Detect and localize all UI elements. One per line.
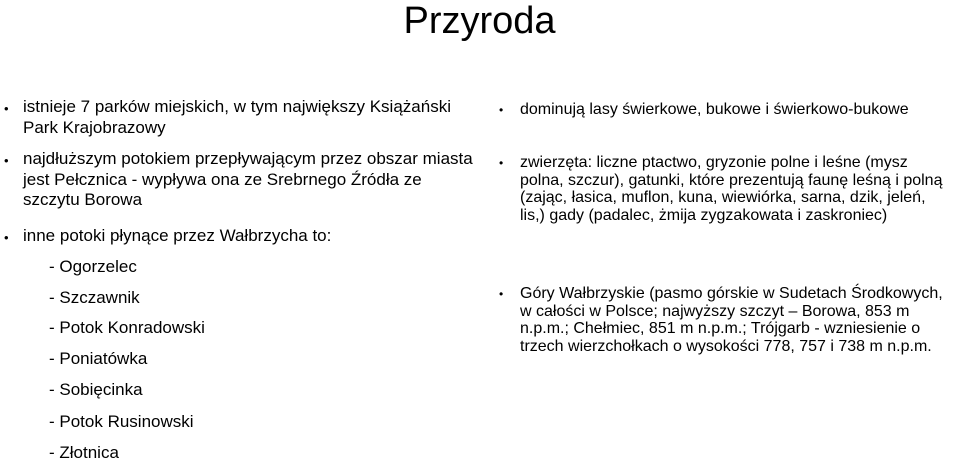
bullet-dot-icon: • bbox=[4, 153, 9, 168]
bullet-text: najdłuższym potokiem przepływającym przez obszar miasta jest Pełcznica - wypływa ona ze Srebrnego Źródła ze szczytu Borowa bbox=[23, 149, 473, 209]
sub-item: - Sobięcinka bbox=[49, 380, 143, 399]
sub-item: - Poniatówka bbox=[49, 349, 148, 368]
bullet-text: Góry Wałbrzyskie (pasmo górskie w Sudetach Środkowych, w całości w Polsce; najwyższy szczyt – Borowa, 853 m n.p.m.; Chełmiec, 851 m n.p.m.; Trójgarb - wzniesienie o trzech wierzchołkach o wysokości 778, 757 i 738 m n.p.m. bbox=[520, 285, 943, 355]
bullet-item bbox=[499, 154, 954, 224]
sub-item: - Szczawnik bbox=[49, 288, 140, 307]
sub-item: - Potok Konradowski bbox=[49, 318, 205, 337]
bullet-item bbox=[499, 101, 954, 119]
bullet-text: dominują lasy świerkowe, bukowe i świerkowo-bukowe bbox=[520, 101, 909, 118]
slide-title: Przyroda bbox=[403, 0, 556, 42]
bullet-text: zwierzęta: liczne ptactwo, gryzonie polne i leśne (mysz polna, szczur), gatunki, które prezentują faunę leśną i polną (zając, łasica, muflon, kuna, wiewiórka, sarna, dzik, jeleń, lis,) gady (padalec, żmija zygzakowata i zaskroniec) bbox=[520, 154, 943, 224]
bullet-text: inne potoki płynące przez Wałbrzycha to: bbox=[23, 226, 332, 245]
sub-item: - Złotnica bbox=[49, 443, 119, 462]
bullet-dot-icon: • bbox=[4, 230, 9, 245]
bullet-item bbox=[4, 97, 474, 138]
sub-item: - Potok Rusinowski bbox=[49, 412, 194, 431]
sub-item: - Ogorzelec bbox=[49, 257, 137, 276]
bullet-dot-icon: • bbox=[4, 101, 9, 116]
bullet-item bbox=[4, 226, 474, 247]
bullet-item bbox=[4, 149, 474, 211]
bullet-text: istnieje 7 parków miejskich, w tym największy Książański Park Krajobrazowy bbox=[23, 97, 451, 137]
bullet-item bbox=[499, 285, 954, 355]
bullet-dot-icon: • bbox=[499, 103, 504, 117]
bullet-dot-icon: • bbox=[499, 287, 504, 301]
bullet-dot-icon: • bbox=[499, 156, 504, 170]
